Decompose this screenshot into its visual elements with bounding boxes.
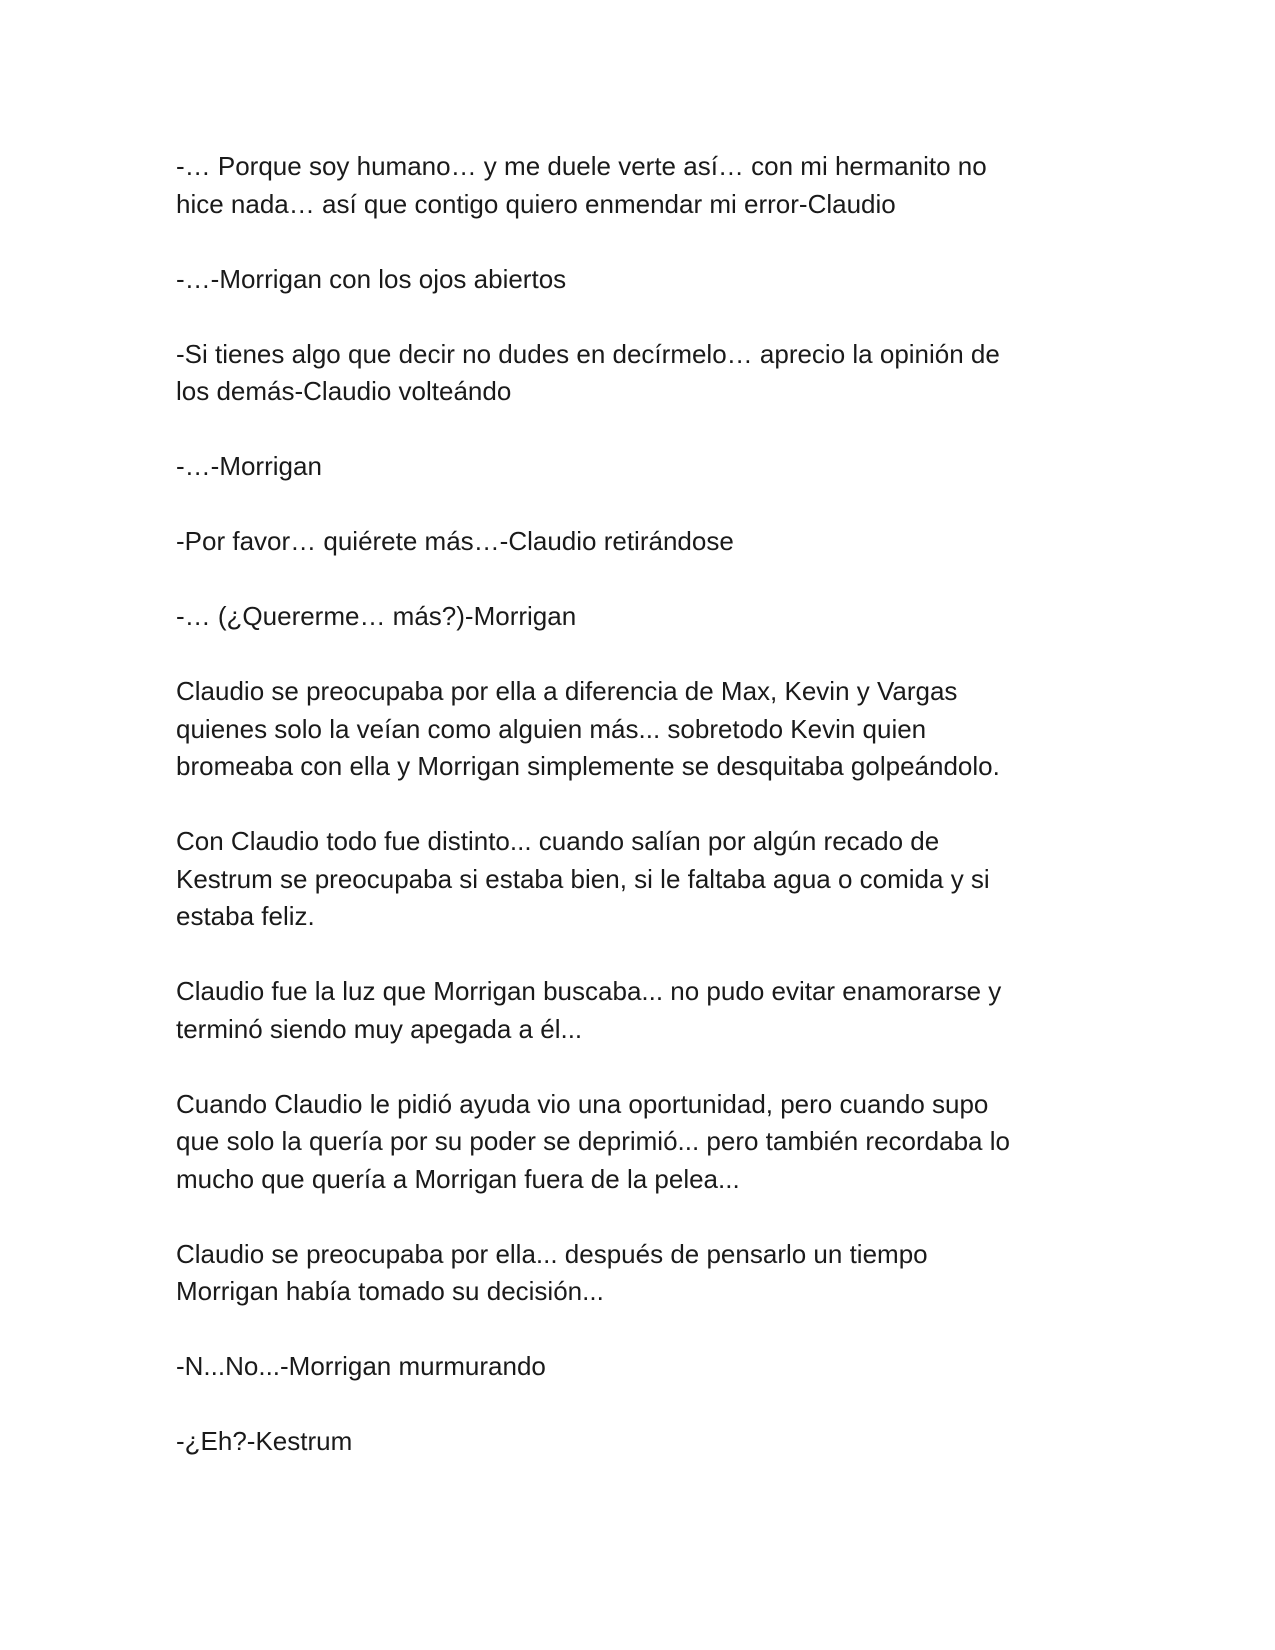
text-line: estaba feliz. [176,901,315,931]
paragraph [176,1423,1096,1461]
paragraph [176,148,1096,223]
text-line: -… (¿Quererme… más?)-Morrigan [176,601,577,631]
text-line: -… Porque soy humano… y me duele verte así… con mi hermanito no [176,151,987,181]
text-line: -¿Eh?-Kestrum [176,1426,353,1456]
text-line: que solo la quería por su poder se deprimió... pero también recordaba lo [176,1126,1010,1156]
paragraph [176,1086,1096,1199]
text-line: Cuando Claudio le pidió ayuda vio una oportunidad, pero cuando supo [176,1088,989,1119]
paragraph [176,261,1096,299]
paragraph [176,673,1096,786]
text-line: -N...No...-Morrigan murmurando [176,1351,546,1381]
paragraph [176,523,1096,561]
text-line: -Si tienes algo que decir no dudes en decírmelo… aprecio la opinión de [176,338,1000,369]
text-line: -…-Morrigan con los ojos abiertos [176,263,567,294]
text-line: hice nada… así que contigo quiero enmendar mi error-Claudio [176,188,896,219]
text-line: los demás-Claudio volteándo [176,376,512,406]
paragraph [176,1348,1096,1386]
paragraph [176,448,1096,486]
text-line: Kestrum se preocupaba si estaba bien, si le faltaba agua o comida y si [176,863,990,894]
text-line: terminó siendo muy apegada a él... [176,1013,583,1044]
text-line: mucho que quería a Morrigan fuera de la pelea... [176,1163,740,1194]
text-line: Morrigan había tomado su decisión... [176,1276,604,1306]
text-line: Con Claudio todo fue distinto... cuando salían por algún recado de [176,826,940,856]
paragraph [176,336,1096,411]
text-line: Claudio se preocupaba por ella a diferencia de Max, Kevin y Vargas [176,676,958,706]
text-line: bromeaba con ella y Morrigan simplemente se desquitaba golpeándolo. [176,751,1000,781]
text-line: -…-Morrigan [176,451,322,481]
paragraph [176,973,1096,1048]
paragraph [176,823,1096,936]
text-line: -Por favor… quiérete más…-Claudio retirándose [176,526,734,556]
text-line: Claudio fue la luz que Morrigan buscaba... no pudo evitar enamorarse y [176,976,1002,1006]
document-body [176,148,1096,1498]
text-line: quienes solo la veían como alguien más... sobretodo Kevin quien [176,713,927,744]
text-line: Claudio se preocupaba por ella... después de pensarlo un tiempo [176,1238,928,1269]
paragraph [176,598,1096,636]
paragraph [176,1236,1096,1311]
